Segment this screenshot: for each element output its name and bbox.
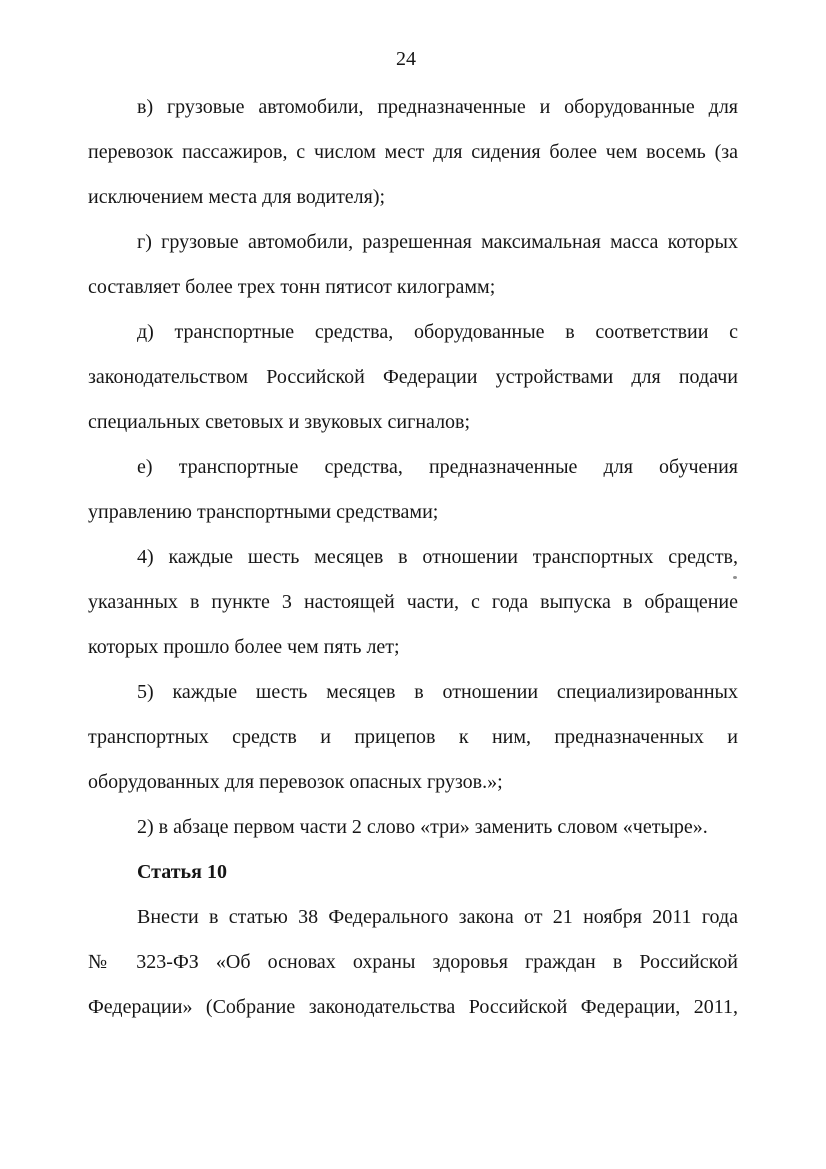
text-line: Статья 10 (137, 861, 227, 883)
paragraph-item-5 (88, 670, 738, 805)
paragraph-item-2 (88, 805, 738, 850)
text-line: в) грузовые автомобили, предназначенные и оборудованные для (137, 96, 738, 118)
paragraph-subitem-g (88, 220, 738, 310)
text-line: управлению транспортными средствами; (88, 501, 439, 523)
text-line: д) транспортные средства, оборудованные в соответствии с (137, 321, 738, 343)
text-line: которых прошло более чем пять лет; (88, 636, 400, 658)
text-line: Внести в статью 38 Федерального закона от 21 ноября 2011 года (137, 906, 738, 928)
text-line: перевозок пассажиров, с числом мест для сидения более чем восемь (за (88, 141, 738, 163)
document-body (88, 85, 738, 1030)
text-line: е) транспортные средства, предназначенные для обучения (137, 456, 738, 478)
text-line: оборудованных для перевозок опасных грузов.»; (88, 771, 503, 793)
text-line: составляет более трех тонн пятисот килограмм; (88, 276, 496, 298)
paragraph-item-4 (88, 535, 738, 670)
text-line: 5) каждые шесть месяцев в отношении специализированных (137, 681, 738, 703)
text-line: законодательством Российской Федерации устройствами для подачи (88, 366, 738, 388)
text-line: исключением места для водителя); (88, 186, 386, 208)
text-line: 4) каждые шесть месяцев в отношении транспортных средств, (137, 546, 738, 568)
paragraph-article-10-heading (88, 850, 738, 895)
text-line: № 323-ФЗ «Об основах охраны здоровья граждан в Российской (88, 951, 738, 973)
scan-speck-artifact (733, 576, 737, 579)
text-line: транспортных средств и прицепов к ним, предназначенных и (88, 726, 738, 748)
text-line: 2) в абзаце первом части 2 слово «три» заменить словом «четыре». (137, 816, 708, 838)
text-line: Федерации» (Собрание законодательства Российской Федерации, 2011, (88, 996, 738, 1018)
text-line: г) грузовые автомобили, разрешенная максимальная масса которых (137, 231, 738, 253)
paragraph-subitem-v (88, 85, 738, 220)
text-line: указанных в пункте 3 настоящей части, с года выпуска в обращение (88, 591, 738, 613)
paragraph-subitem-d (88, 310, 738, 445)
page-number: 24 (396, 48, 416, 70)
text-line: специальных световых и звуковых сигналов; (88, 411, 471, 433)
paragraph-article-10-intro (88, 895, 738, 1030)
paragraph-subitem-ye (88, 445, 738, 535)
